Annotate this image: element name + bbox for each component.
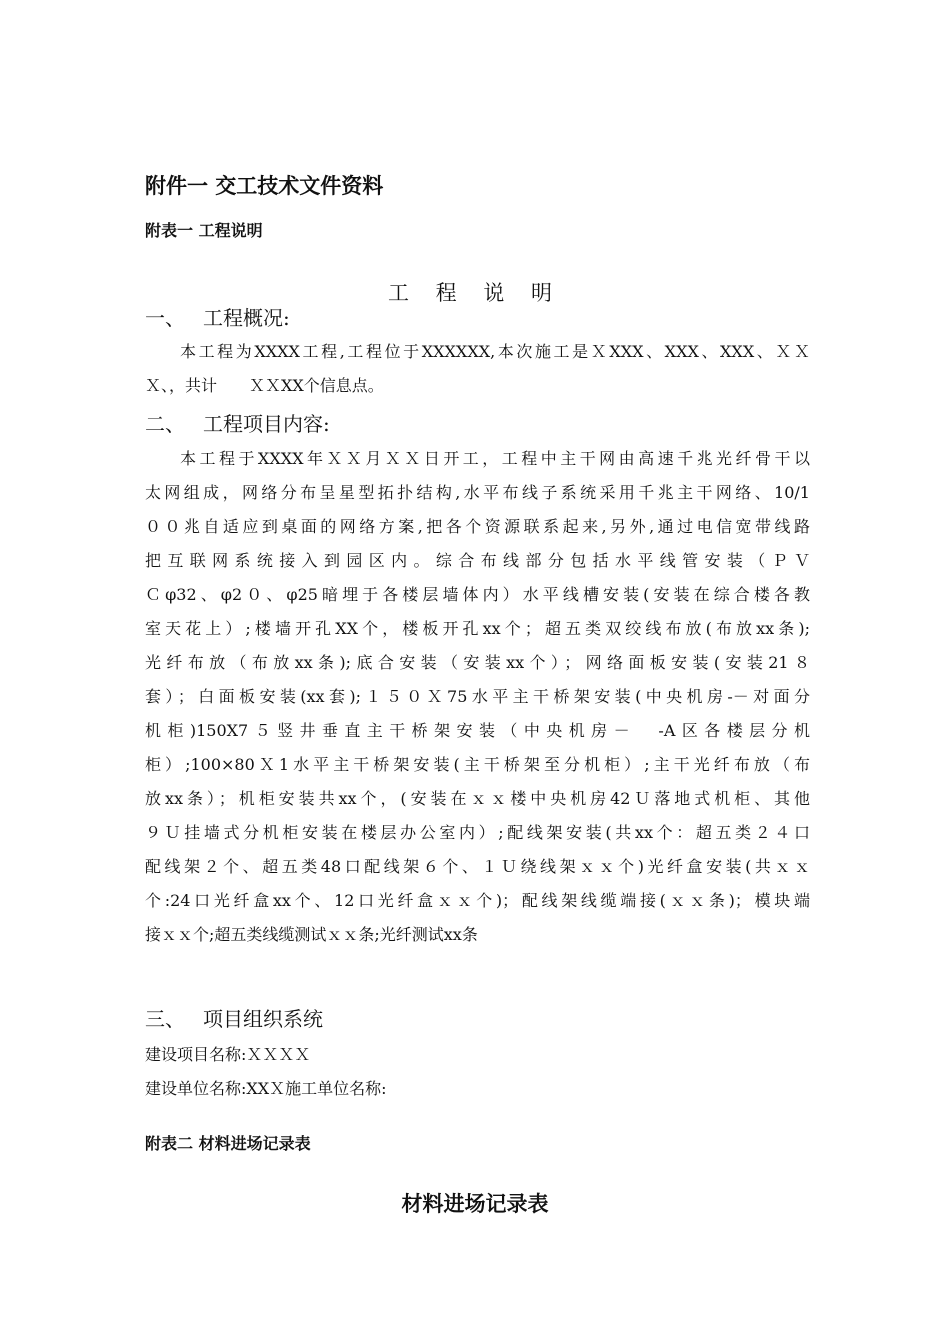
section-heading-overview [145, 302, 290, 331]
overview-paragraph [145, 335, 810, 403]
section-title: 工程项目内容: [203, 412, 330, 436]
table1-heading: 附表一 工程说明 [145, 221, 263, 240]
paragraph-line: Ｃφ32、φ2０、φ25暗埋于各楼层墙体内）水平线槽安装(安装在综合楼各教 [145, 585, 810, 604]
paragraph-line: ００兆自适应到桌面的网络方案,把各个资源联系起来,另外,通过电信宽带线路 [145, 517, 810, 536]
paragraph-line: 光纤布放（布放xx条);底合安装（安装xx个）；网络面板安装(安装21８ [145, 653, 810, 672]
section-title: 工程概况: [203, 306, 290, 330]
paragraph-line: 室天花上）;楼墙开孔XX个，楼板开孔xx个；超五类双绞线布放(布放xx条); [145, 619, 810, 638]
table2-heading: 附表二 材料进场记录表 [145, 1134, 311, 1153]
section-number: 二、 [145, 412, 185, 436]
paragraph-line: 个:24口光纤盒xx个、12口光纤盒ｘｘ个)；配线架线缆端接(ｘｘ条)；模块端 [145, 891, 810, 910]
doc-title: 工 程 说 明 [387, 281, 563, 305]
paragraph-line: 机柜)150X7５竖井垂直主干桥架安装（中央机房－ -A区各楼层分机 [145, 721, 810, 740]
attachment-title: 附件一 交工技术文件资料 [145, 174, 384, 198]
paragraph-line: Ｘ、，共计 ＸＸXX个信息点。 [145, 376, 384, 395]
paragraph-line: 接ｘｘ个;超五类线缆测试ｘｘ条;光纤测试xx条 [145, 925, 478, 944]
section-number: 一、 [145, 306, 185, 330]
section-title: 项目组织系统 [203, 1007, 323, 1031]
paragraph-line: 套）；白面板安装(xx套);１５０Ｘ75水平主干桥架安装(中央机房-－对面分 [145, 687, 810, 706]
paragraph-line: ９Ｕ挂墙式分机柜安装在楼层办公室内）;配线架安装(共xx个：超五类２４口 [145, 823, 810, 842]
table2-title: 材料进场记录表 [401, 1192, 549, 1216]
section-heading-content [145, 408, 330, 437]
paragraph-line: 本工程为XXXX工程,工程位于XXXXXX,本次施工是ＸXXX、XXX、XXX、ＸＸ [180, 342, 810, 361]
paragraph-line: 把互联网系统接入到园区内。综合布线部分包括水平线管安装（ＰＶ [145, 551, 810, 570]
paragraph-line: 本工程于XXXX年ＸＸ月ＸＸ日开工，工程中主干网由高速千兆光纤骨干以 [180, 449, 810, 468]
project-name-line: 建设项目名称:ＸＸＸＸ [145, 1045, 311, 1064]
paragraph-line: 放xx条）；机柜安装共xx个，(安装在ｘｘ楼中央机房42Ｕ落地式机柜、其他 [145, 789, 810, 808]
content-paragraph [145, 442, 810, 952]
section-heading-organization [145, 1003, 323, 1032]
paragraph-line: 柜）;100×80Ｘ1水平主干桥架安装(主干桥架至分机柜）;主干光纤布放（布 [145, 755, 810, 774]
paragraph-line: 太网组成，网络分布呈星型拓扑结构,水平布线子系统采用千兆主干网络、10/1 [145, 483, 810, 502]
paragraph-line: 配线架２个、超五类48口配线架６个、１Ｕ绕线架ｘｘ个)光纤盒安装(共ｘｘ [145, 857, 810, 876]
unit-name-line: 建设单位名称:XXＸ施工单位名称: [145, 1079, 387, 1098]
section-number: 三、 [145, 1007, 185, 1031]
